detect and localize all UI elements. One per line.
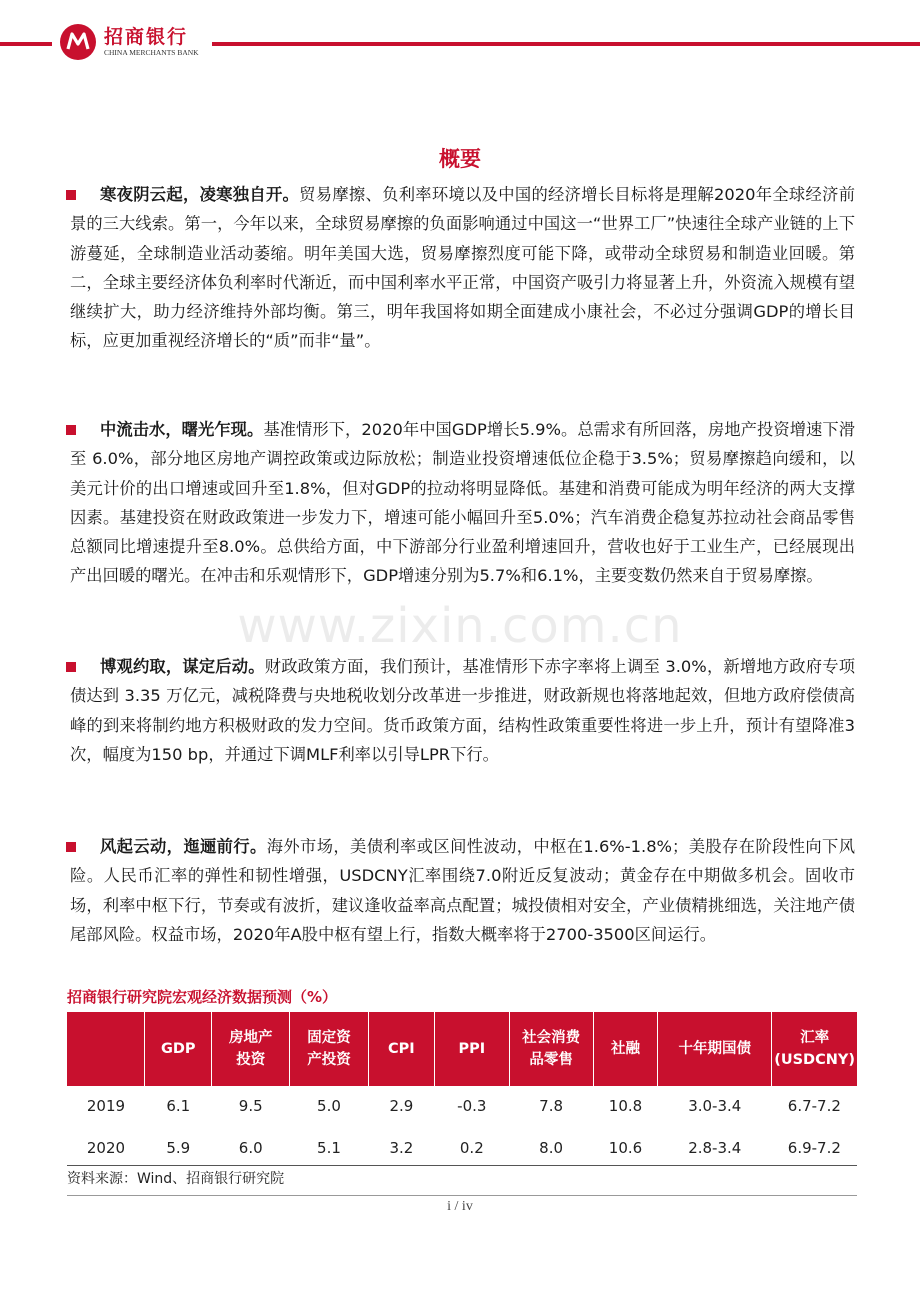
table-source-note: 资料来源：Wind、招商银行研究院: [67, 1171, 285, 1187]
table-header-cell: 固定资 产投资: [290, 1012, 368, 1086]
paragraph-lead: 中流击水，曙光乍现。: [100, 420, 264, 439]
table-cell: 10.8: [608, 1097, 643, 1115]
table-header-cell: 房地产 投资: [212, 1012, 290, 1086]
cmb-logo-icon: [58, 22, 98, 62]
table-cell: 5.9: [166, 1139, 191, 1157]
bullet-square-icon: [66, 425, 76, 435]
header-rule-right: [212, 42, 920, 46]
table-cell: 5.0: [317, 1097, 341, 1115]
summary-paragraph-1: [70, 180, 855, 356]
table-header-cell: PPI: [435, 1012, 509, 1086]
table-cell: 8.0: [539, 1139, 564, 1157]
table-bottom-rule: [67, 1165, 857, 1166]
cmb-logo: [58, 22, 199, 62]
forecast-table: [67, 1012, 857, 1169]
bullet-square-icon: [66, 662, 76, 672]
bullet-square-icon: [66, 190, 76, 200]
logo-english-name: CHINA MERCHANTS BANK: [104, 48, 199, 57]
table-cell: -0.3: [457, 1097, 487, 1115]
table-cell: 6.1: [166, 1097, 191, 1115]
page-title: 概要: [439, 147, 481, 171]
bullet-square-icon: [66, 842, 76, 852]
table-cell: 3.0-3.4: [688, 1097, 742, 1115]
table-cell: 6.0: [238, 1139, 263, 1157]
table-header-row: [67, 1012, 857, 1086]
table-cell: 7.8: [539, 1097, 564, 1115]
table-header-cell: 社融: [593, 1012, 658, 1086]
table-header-cell: CPI: [368, 1012, 435, 1086]
table-header-cell: 汇率 (USDCNY): [772, 1012, 857, 1086]
paragraph-body: 海外市场，美债利率或区间性波动，中枢在1.6%-1.8%；美股存在阶段性向下风险。人民币汇率的弹性和韧性增强，USDCNY汇率围绕7.0附近反复波动；黄金存在中期做多机会。固收市场，利率中枢下行，节奏或有波折，建议逢收益率高点配置；城投债相对安全，产业债精挑细选，关注地产债尾部风险。权益市场，2020年A股中枢有望上行，指数大概率将于2700-3500区间运行。: [70, 837, 855, 944]
table-cell: 2.9: [389, 1097, 414, 1115]
summary-paragraph-4: [70, 832, 855, 949]
table-cell: 5.1: [317, 1139, 341, 1157]
paragraph-lead: 寒夜阴云起，凌寒独自开。: [100, 185, 300, 204]
footer-rule: [67, 1195, 857, 1196]
table-header-cell: GDP: [145, 1012, 212, 1086]
table-cell: 9.5: [238, 1097, 263, 1115]
paragraph-body: 贸易摩擦、负利率环境以及中国的经济增长目标将是理解2020年全球经济前景的三大线索。第一，今年以来，全球贸易摩擦的负面影响通过中国这一“世界工厂”快速往全球产业链的上下游蔓延，全球制造业活动萎缩。明年美国大选，贸易摩擦烈度可能下降，或带动全球贸易和制造业回暖。第二，全球主要经济体负利率时代渐近，而中国利率水平正常，中国资产吸引力将显著上升，外资流入规模有望继续扩大，助力经济维持外部均衡。第三，明年我国将如期全面建成小康社会，不必过分强调GDP的增长目标，应更加重视经济增长的“质”而非“量”。: [70, 185, 855, 351]
table-cell-year: 2020: [86, 1139, 126, 1157]
table-caption: 招商银行研究院宏观经济数据预测（%）: [67, 988, 338, 1006]
table-cell: 6.7-7.2: [787, 1097, 841, 1115]
table-header-cell: 十年期国债: [658, 1012, 772, 1086]
table-cell: 6.9-7.2: [787, 1139, 841, 1157]
paragraph-body: 基准情形下，2020年中国GDP增长5.9%。总需求有所回落，房地产投资增速下滑至 6.0%，部分地区房地产调控政策或边际放松；制造业投资增速低位企稳于3.5%；贸易摩擦趋向缓和，以美元计价的出口增速或回升至1.8%，但对GDP的拉动将明显降低。基建和消费可能成为明年经济的两大支撑因素。基建投资在财政政策进一步发力下，增速可能小幅回升至5.0%；汽车消费企稳复苏拉动社会商品零售总额同比增速提升至8.0%。总供给方面，中下游部分行业盈利增速回升，营收也好于工业生产，已经展现出产出回暖的曙光。在冲击和乐观情形下，GDP增速分别为5.7%和6.1%，主要变数仍然来自于贸易摩擦。: [70, 420, 855, 586]
paragraph-lead: 风起云动，迤逦前行。: [100, 837, 267, 856]
page-header: [0, 0, 920, 80]
summary-paragraph-2: [70, 415, 855, 591]
table-cell-year: 2019: [86, 1097, 126, 1115]
table-header-cell: 社会消费 品零售: [509, 1012, 593, 1086]
table-row: [67, 1086, 857, 1127]
table-row: [67, 1127, 857, 1169]
summary-paragraph-3: [70, 652, 855, 769]
table-cell: 10.6: [608, 1139, 643, 1157]
paragraph-lead: 博观约取，谋定后动。: [100, 657, 265, 676]
table-cell: 3.2: [389, 1139, 414, 1157]
watermark: www.zixin.com.cn: [237, 598, 683, 654]
page-number: i / iv: [447, 1199, 473, 1214]
header-rule-left: [0, 42, 52, 46]
table-cell: 0.2: [459, 1139, 484, 1157]
logo-chinese-name: 招商银行: [104, 26, 189, 48]
table-header-cell: [67, 1012, 145, 1086]
table-cell: 2.8-3.4: [688, 1139, 742, 1157]
paragraph-body: 财政政策方面，我们预计，基准情形下赤字率将上调至 3.0%，新增地方政府专项债达到 3.35 万亿元，减税降费与央地税收划分改革进一步推进，财政新规也将落地起效，但地方政府偿债高峰的到来将制约地方积极财政的发力空间。货币政策方面，结构性政策重要性将进一步上升，预计有望降准3次，幅度为150 bp，并通过下调MLF利率以引导LPR下行。: [70, 657, 855, 764]
